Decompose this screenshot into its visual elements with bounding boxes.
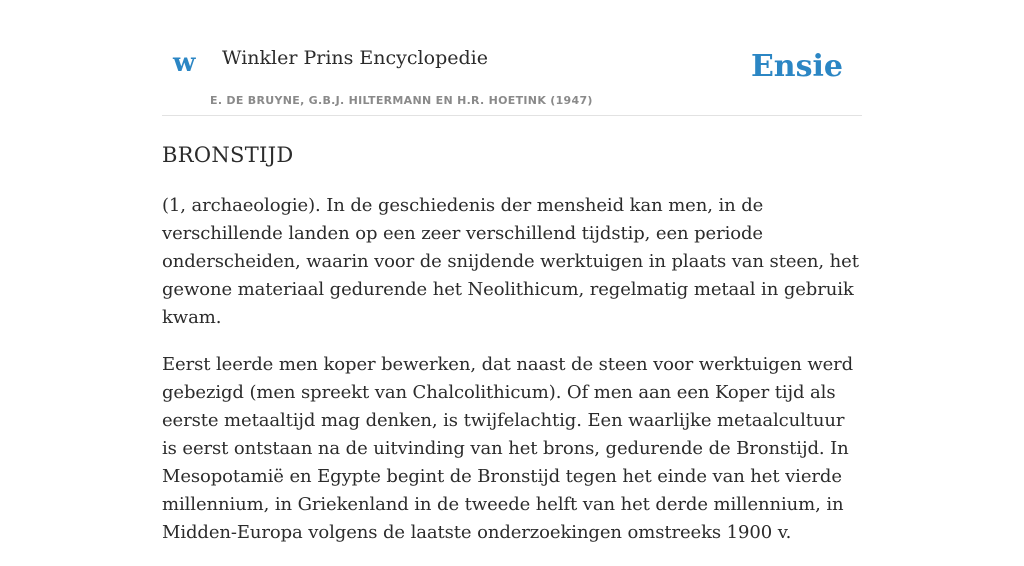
header xyxy=(162,0,862,116)
publication-logo-icon[interactable]: w xyxy=(173,48,196,78)
entry-paragraph: Eerst leerde men koper bewerken, dat naast de steen voor werktuigen werd gebezigd (men spreekt van Chalcolithicum). Of men aan een Koper tijd als eerste metaaltijd mag denken, is twijfelachtig. Een waarlijke metaalcultuur is eerst ontstaan na de uitvinding van het brons, gedurende de Bronstijd. In Mesopotamië en Egypte begint de Bronstijd tegen het einde van het vierde millennium, in Griekenland in de tweede helft van het derde millennium, in Midden-Europa volgens de laatste onderzoekingen omstreeks 1900 v. xyxy=(162,354,854,543)
brand-logo-link[interactable]: Ensie xyxy=(750,49,843,84)
publication-authors: E. DE BRUYNE, G.B.J. HILTERMANN EN H.R. HOETINK (1947) xyxy=(210,94,593,107)
entry-paragraph: (1, archaeologie). In de geschiedenis der mensheid kan men, in de verschillende landen op een zeer verschillend tijdstip, een periode onderscheiden, waarin voor de snijdende werktuigen in plaats van steen, het gewone materiaal gedurende het Neolithicum, regelmatig metaal in gebruik kwam. xyxy=(162,195,859,328)
publication-title[interactable]: Winkler Prins Encyclopedie xyxy=(222,47,488,69)
entry-title: BRONSTIJD xyxy=(162,143,294,167)
entry-content xyxy=(162,138,862,566)
